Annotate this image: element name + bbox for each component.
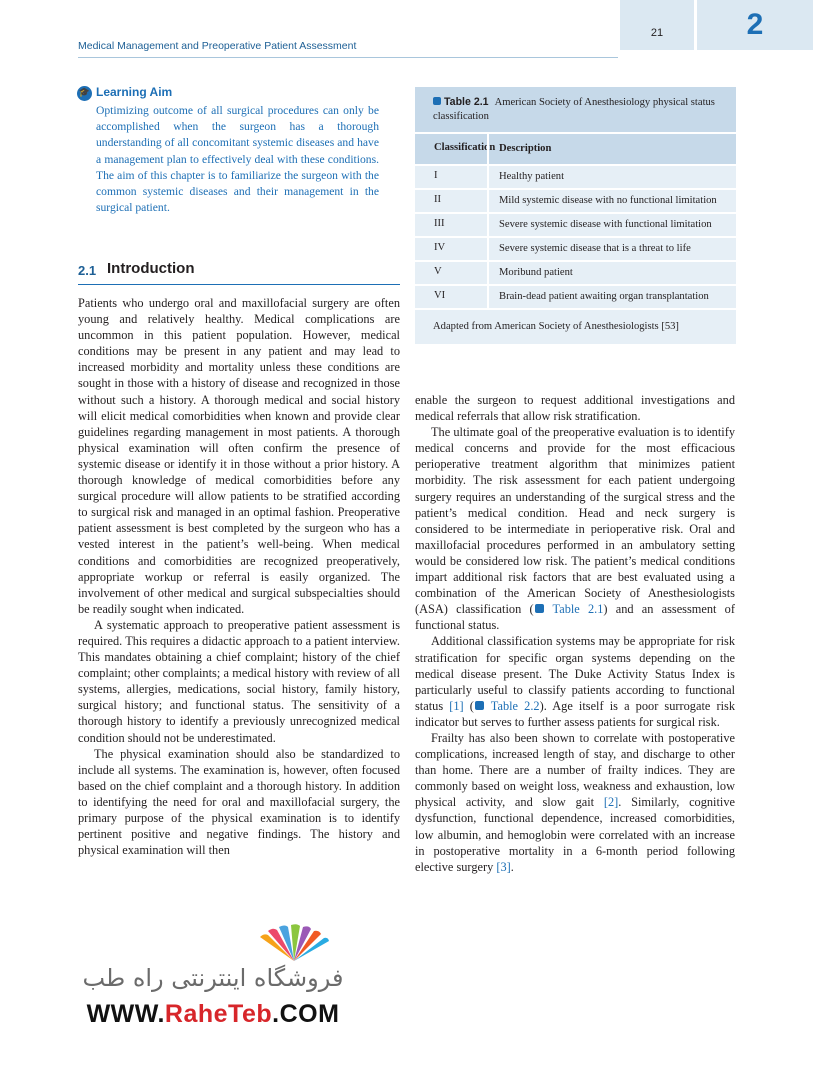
table-row bbox=[415, 238, 736, 260]
table-cell: Severe systemic disease that is a threat to life bbox=[487, 238, 736, 260]
table-cell: Moribund patient bbox=[487, 262, 736, 284]
table-header-row bbox=[415, 134, 736, 164]
paragraph: enable the surgeon to request additional investigations and medical referrals that allow risk stratification. bbox=[415, 393, 735, 424]
body-column-right bbox=[415, 392, 735, 875]
paragraph: Additional classification systems may be appropriate for risk stratification for specific organ systems depending on the medical disease present. The Duke Activity Status Index is particularly useful to classify patients according to functional status [1] ( Table 2.2). Age itself is a poor surrogate risk indicator but serves to further assess patients for surgical risk. bbox=[415, 634, 735, 729]
running-header-title: Medical Management and Preoperative Patient Assessment bbox=[78, 40, 357, 52]
table-row bbox=[415, 262, 736, 284]
citation-link[interactable]: [1] bbox=[449, 698, 464, 713]
table-row bbox=[415, 286, 736, 308]
page-number: 21 bbox=[650, 27, 664, 39]
table-cell: V bbox=[434, 266, 442, 277]
table-cell: II bbox=[434, 194, 442, 205]
table-label[interactable]: Table 2.1 bbox=[433, 96, 489, 108]
table-footnote: Adapted from American Society of Anesthesiologists [53] bbox=[415, 310, 736, 344]
section-number: 2.1 bbox=[78, 263, 97, 278]
paragraph: A systematic approach to preoperative patient assessment is required. This requires a didactic approach to a patient interview. This mandates obtaining a chief complaint; history of the chief complaint; other complaints; a medical history with review of all systems, allergies, medications, social history, family history, surgical history; and functional status. The sensitivity of a thorough history to identify a previously unrecognized medical condition should not be underestimated. bbox=[78, 617, 400, 745]
page-number-box bbox=[620, 0, 694, 50]
table-cell: Brain-dead patient awaiting organ transplantation bbox=[487, 286, 736, 308]
watermark-persian-text: فروشگاه اینترنتی راه طب bbox=[82, 964, 344, 992]
paragraph: Frailty has also been shown to correlate with postoperative complications, increased length of stay, and discharge to other than home. There are a number of frailty indices. They are commonly based on weight loss, weakness and exhaustion, low physical activity, and slow gait [2]. Similarly, cognitive dysfunction, functional dependence, increased comorbidities, low albumin, and hemoglobin were correlated with an increase in postoperative mortality in a 6-month period following elective surgery [3]. bbox=[415, 730, 735, 874]
asa-classification-table bbox=[415, 87, 736, 344]
table-row bbox=[415, 190, 736, 212]
table-icon bbox=[475, 701, 484, 710]
table-header-cell: Description bbox=[487, 134, 736, 164]
table-2-2-link[interactable]: Table 2.2 bbox=[474, 699, 540, 713]
table-cell: Healthy patient bbox=[487, 166, 736, 188]
table-header-cell: Classification bbox=[434, 142, 496, 153]
table-2-1-link[interactable]: Table 2.1 bbox=[534, 602, 604, 616]
table-cell: III bbox=[434, 218, 445, 229]
learning-aim-title: Learning Aim bbox=[96, 85, 173, 99]
table-cell: I bbox=[434, 170, 438, 181]
table-icon bbox=[433, 97, 441, 105]
table-row bbox=[415, 166, 736, 188]
table-caption-text: American Society of Anesthesiology physical status classification bbox=[433, 97, 715, 122]
paragraph: The physical examination should also be standardized to include all systems. The examination is, however, often focused based on the chief complaint and a thorough history. In addition to identifying the need for oral and maxillofacial surgery, the primary purpose of the physical examination is to identify pertinent positive and negative findings. The history and physical examination will then bbox=[78, 746, 400, 858]
paragraph: Patients who undergo oral and maxillofacial surgery are often young and relatively healthy. Medical complications are uncommon in this patient population. However, medical conditions may be present in any patient and may lead to increased morbidity and mortality unless these conditions are sought in those with a history of disease and recognized in those without such a history. A thorough medical and social history will elicit medical comorbidities when known and provide clear guidelines regarding management in most patients. A thorough physical examination will often confirm the presence of systemic disease or identify it in those without a prior history. A thorough knowledge of medical comorbidities before any surgical procedure will allow patients to be stratified according to surgical risk and managed in an optimal fashion. Preoperative patient assessment is best completed by the surgeon who has a vested interest in the patient’s well-being. When medical conditions and comorbidities are recognized preoperatively, appropriate workup or referral is easily organized. The involvement of other medical and surgical subspecialties should be readily sought when indicated. bbox=[78, 296, 400, 616]
table-cell: VI bbox=[434, 290, 446, 301]
citation-link[interactable]: [3] bbox=[496, 859, 511, 874]
table-icon bbox=[535, 604, 544, 613]
citation-link[interactable]: [2] bbox=[603, 795, 619, 810]
graduation-cap-icon: 🎓 bbox=[77, 86, 92, 101]
body-column-left bbox=[78, 295, 400, 858]
watermark-book-logo bbox=[254, 923, 334, 963]
section-rule bbox=[78, 284, 400, 285]
learning-aim-text: Optimizing outcome of all surgical procedures can only be accomplished when the surgeon has a thorough understanding of all concomitant systemic diseases and have a management plan to effectively deal with these conditions. The aim of this chapter is to familiarize the surgeon with the common systemic diseases and their management in the surgical patient. bbox=[96, 104, 379, 215]
table-cell: Mild systemic disease with no functional limitation bbox=[487, 190, 736, 212]
header-rule bbox=[78, 57, 618, 58]
table-caption bbox=[415, 87, 736, 132]
chapter-number: 2 bbox=[746, 8, 764, 41]
section-title: Introduction bbox=[107, 260, 195, 277]
table-row bbox=[415, 214, 736, 236]
table-cell: IV bbox=[434, 242, 446, 253]
watermark-url: WWW.RaheTeb.COM bbox=[86, 1000, 340, 1028]
table-cell: Severe systemic disease with functional limitation bbox=[487, 214, 736, 236]
paragraph: The ultimate goal of the preoperative evaluation is to identify medical concerns and provide for the most efficacious perioperative treatment algorithm that minimizes patient morbidity. The risk assessment for each patient undergoing surgery requires an understanding of the surgical stress and the patient’s medical condition. Head and neck surgery is considered to be intermediate in perioperative risk. Oral and maxillofacial procedures performed in an ambulatory setting would be considered low risk. The patient’s medical conditions impart additional risk factors that are best evaluated using a combination of the American Society of Anesthesiologists (ASA) classification ( Table 2.1) and an assessment of functional status. bbox=[415, 425, 735, 633]
